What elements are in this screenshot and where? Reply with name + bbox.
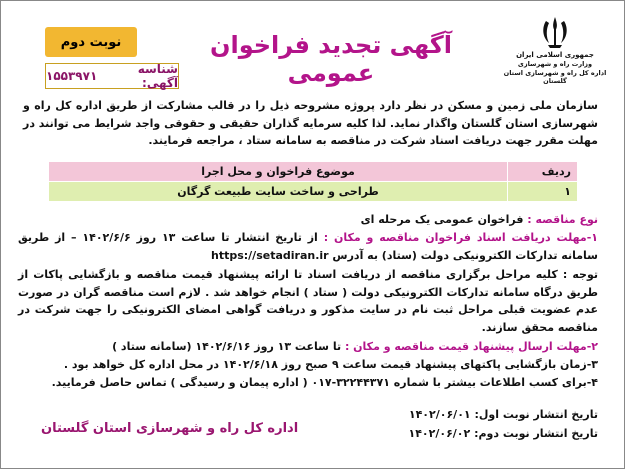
emblem-line-1: جمهوری اسلامی ایران: [516, 51, 594, 59]
tender-table: [48, 161, 578, 202]
notice-id-value: ۱۵۵۳۹۷۱: [46, 69, 98, 83]
note-paragraph: توجه : کلیه مراحل برگزاری مناقصه از دریافت اسناد تا ارائه پیشنهاد قیمت مناقصه و بازگشایی پاکات از طریق درگاه سامانه تدارکات الکترونیکی دولت ( ستاد ) انجام خواهد شد . لازم است مناقصه گران در صورت عدم عضویت قبلی مراحل ثبت نام در سایت مذکور و دریافت گواهی امضای الکترونیکی را جهت شرکت در مناقصه محقق سازند.: [18, 268, 598, 334]
second-publish-date: تاریخ انتشار نوبت دوم: ۱۴۰۲/۰۶/۰۲: [408, 427, 598, 440]
footer-organization: اداره کل راه و شهرسازی استان گلستان: [41, 421, 299, 436]
ministry-emblem: [500, 15, 610, 93]
table-cell: ۱: [508, 182, 578, 202]
item-1: [18, 229, 598, 264]
item-2: [18, 338, 598, 356]
table-cell: طراحی و ساخت سایت طبیعت گرگان: [49, 182, 508, 202]
intro-paragraph: سازمان ملی زمین و مسکن در نظر دارد پروژه مشروحه ذیل را در قالب مشارکت از طریق اداره کل راه و شهرسازی استان گلستان واگذار نماید. لذا کلیه سرمایه گذاران حقیقی و حقوقی واجد شرایط می توانند در مهلت مقرر جهت دریافت اسناد شرکت در مناقصه به سامانه ستاد ، مراجعه فرمایند.: [23, 99, 598, 147]
item-4: ۴-برای کسب اطلاعات بیشتر با شماره ۳۲۲۴۴۳۷۱-۰۱۷ ( اداره پیمان و رسیدگی ) تماس حاصل فرمایید.: [51, 376, 598, 389]
item-1-label: ۱-مهلت دریافت اسناد فراخوان مناقصه و مکان :: [323, 231, 598, 244]
table-header-cell: ردیف: [508, 162, 578, 182]
emblem-line-3: اداره کل راه و شهرسازی استان گلستان: [503, 69, 607, 85]
item-1-text: از تاریخ انتشار تا ساعت ۱۳ روز ۱۴۰۲/۶/۶ – از طریق سامانه تدارکات الکترونیکی دولت (ستاد) به آدرس: [18, 231, 598, 262]
emblem-line-2: وزارت راه و شهرسازی: [517, 60, 593, 68]
first-publish-date: تاریخ انتشار نوبت اول: ۱۴۰۲/۰۶/۰۱: [408, 408, 598, 421]
setad-link[interactable]: https://setadiran.ir: [210, 248, 329, 262]
table-row: [49, 182, 578, 202]
table-header-row: [49, 162, 578, 182]
tender-type-label: نوع مناقصه :: [527, 213, 598, 226]
iran-emblem-icon: [540, 15, 570, 49]
round-badge: نوبت دوم: [45, 27, 137, 57]
item-2-label: ۲-مهلت ارسال پیشنهاد قیمت مناقصه و مکان :: [344, 340, 598, 353]
table-header-cell: موضوع فراخوان و محل اجرا: [49, 162, 508, 182]
notice-id-label: شناسه آگهی:: [137, 62, 178, 90]
notice-id-badge: [45, 63, 179, 89]
tender-type: [18, 211, 598, 229]
item-3: ۳-زمان بازگشایی پاکتهای پیشنهاد قیمت ساعت ۹ صبح روز ۱۴۰۲/۶/۱۸ در محل اداره کل خواهد بود .: [63, 358, 598, 371]
item-2-text: تا ساعت ۱۳ روز ۱۴۰۲/۶/۱۶ (سامانه ستاد ): [112, 340, 342, 353]
tender-type-value: فراخوان عمومی یک مرحله ای: [360, 213, 524, 226]
publish-dates: [408, 405, 598, 443]
notice-title: آگهی تجدید فراخوان عمومی: [210, 31, 452, 87]
